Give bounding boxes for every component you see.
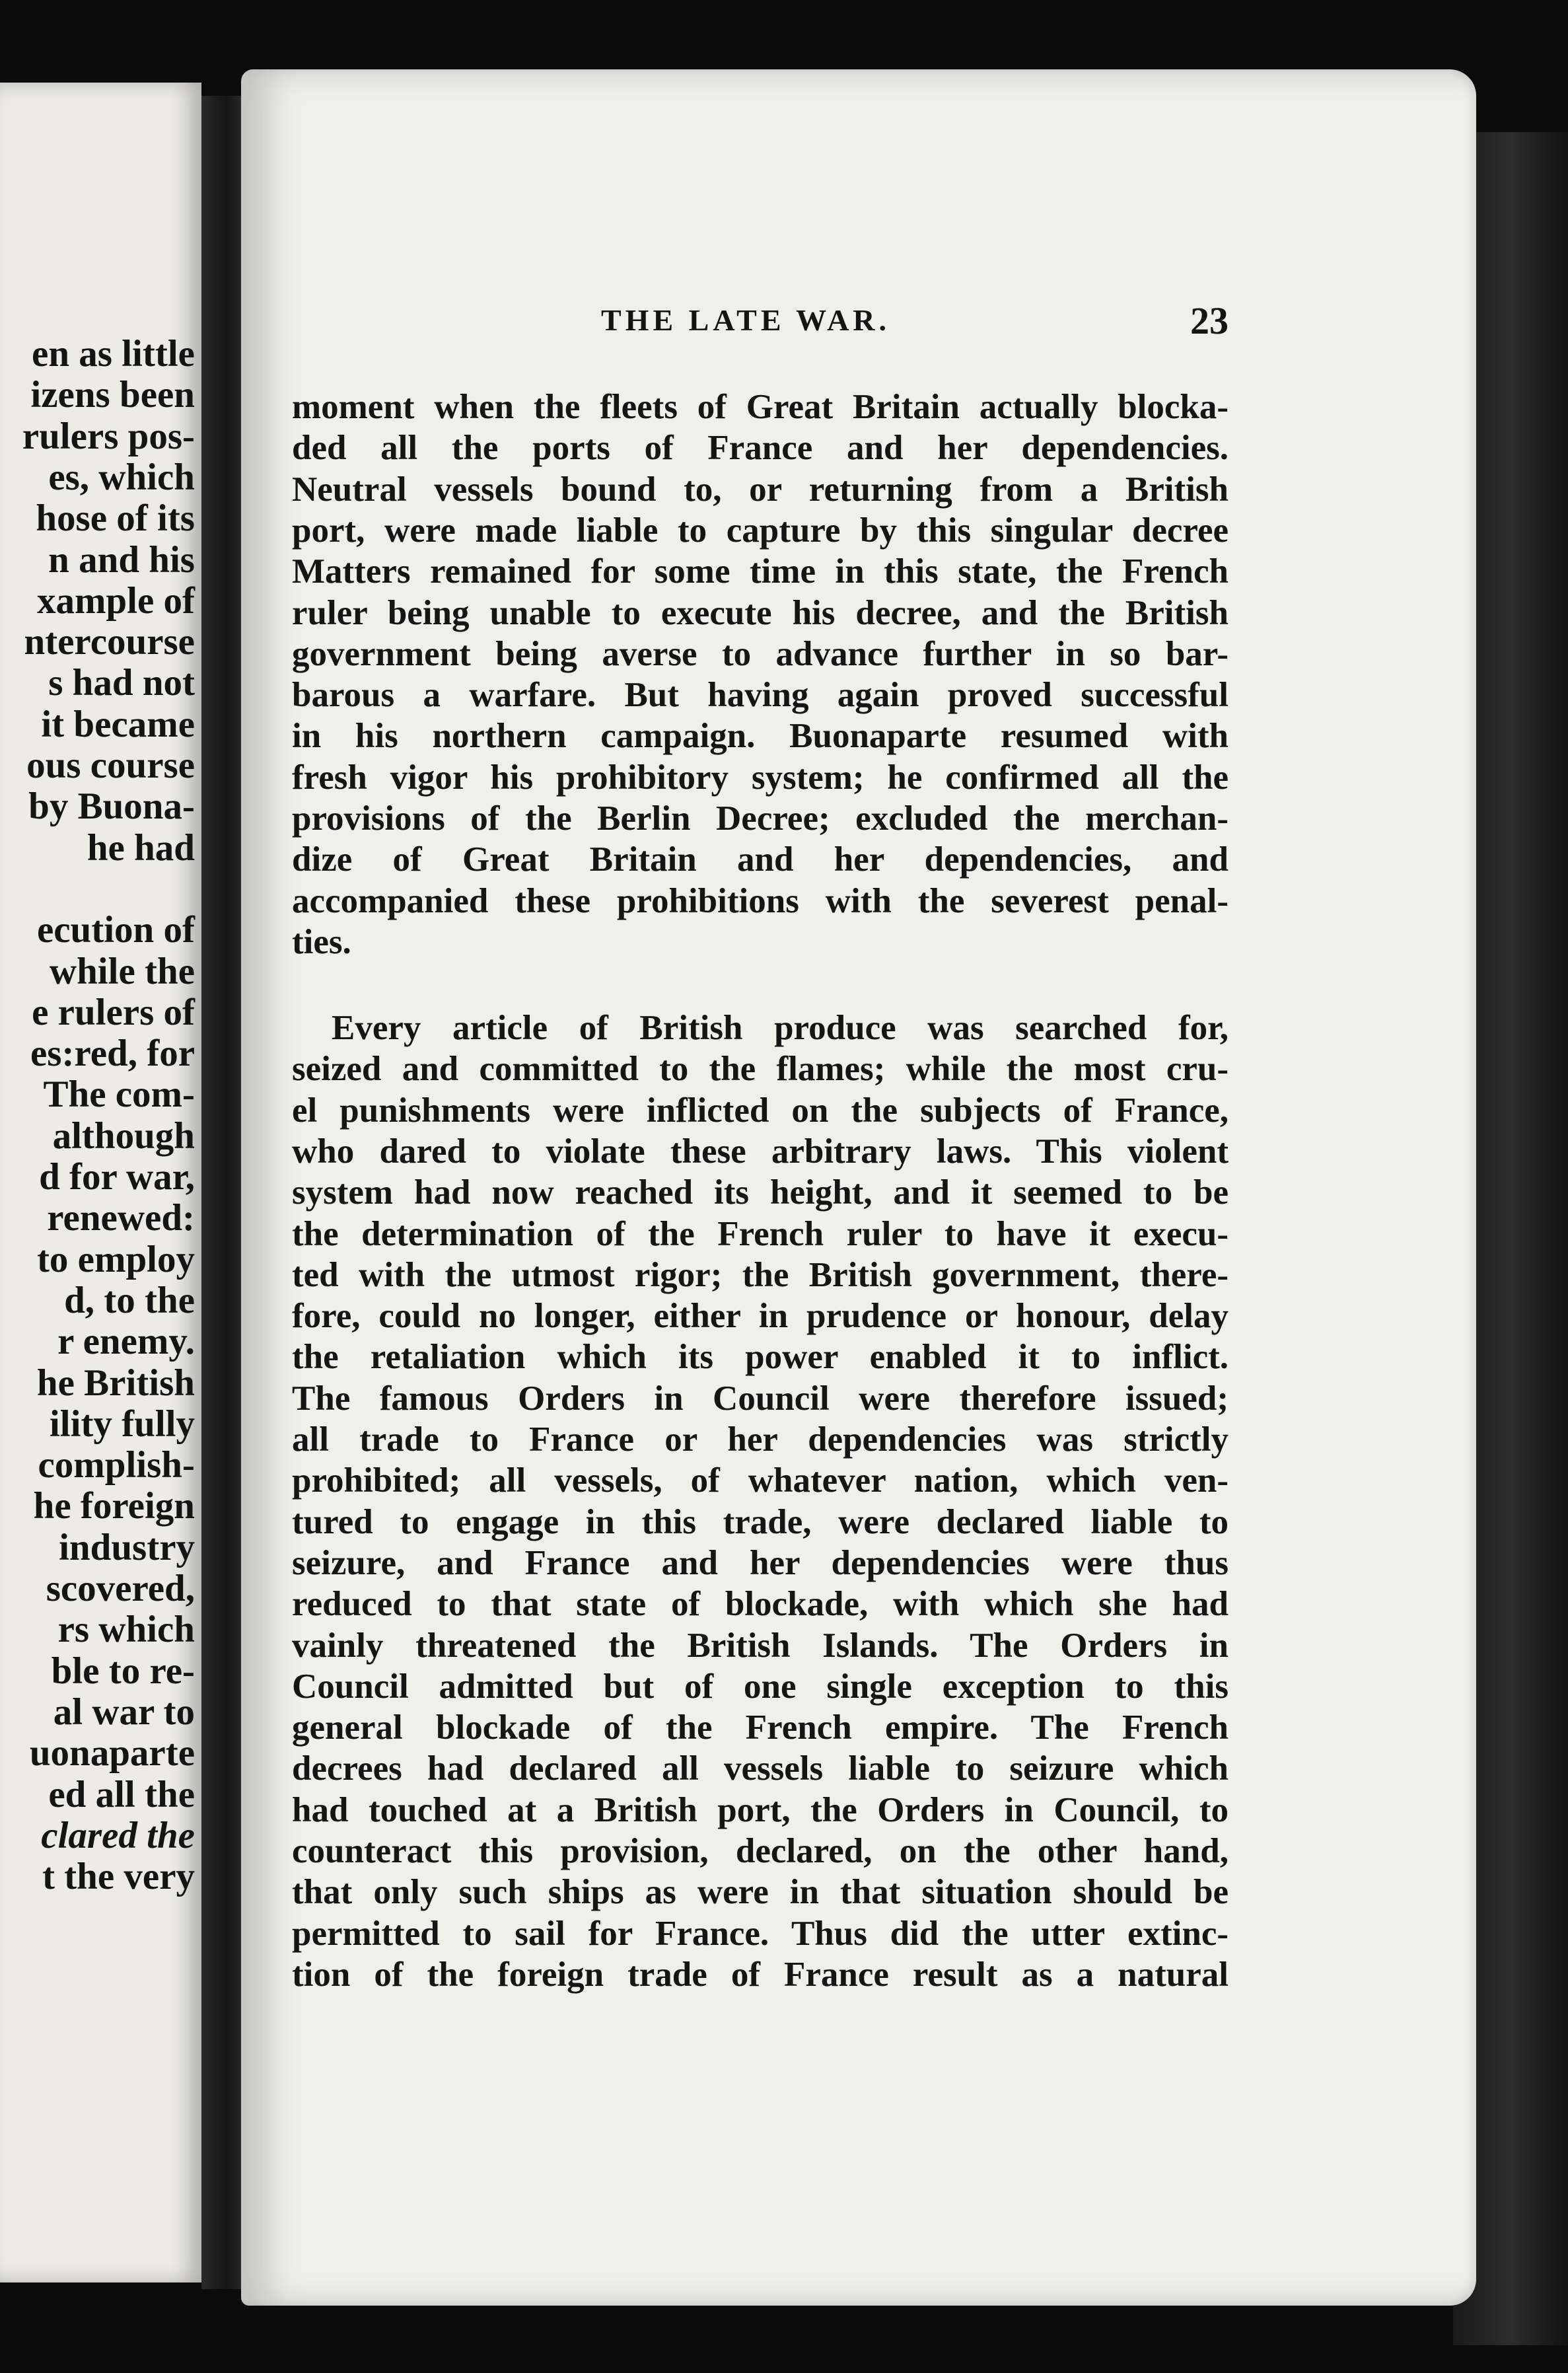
text-line: moment when the fleets of Great Britain actually blocka- xyxy=(292,388,1229,426)
text-line: general blockade of the French empire. The French xyxy=(292,1708,1229,1747)
text-line: system had now reached its height, and it seemed to be xyxy=(292,1173,1229,1212)
left-text-line: scovered, xyxy=(46,1568,195,1609)
text-line: had touched at a British port, the Orders in Council, to xyxy=(292,1790,1229,1829)
left-text-line: en as little xyxy=(32,333,195,375)
text-line: the determination of the French ruler to have it execu- xyxy=(292,1214,1229,1253)
text-line: The famous Orders in Council were therefore issued; xyxy=(292,1379,1229,1418)
running-title: THE LATE WAR. xyxy=(601,303,891,337)
left-text-line: hose of its xyxy=(36,497,195,540)
left-text-line: uonaparte xyxy=(29,1732,195,1774)
left-text-line: ntercourse xyxy=(24,621,195,663)
text-line: accompanied these prohibitions with the severest penal- xyxy=(292,881,1229,920)
left-text-line: ble to re- xyxy=(51,1650,195,1692)
page-number: 23 xyxy=(1190,299,1229,342)
left-text-line: he had xyxy=(87,826,195,869)
text-line: all trade to France or her dependencies was strictly xyxy=(292,1420,1229,1459)
text-line: tion of the foreign trade of France result as a natural xyxy=(292,1955,1229,1994)
left-text-line: rs which xyxy=(57,1609,195,1651)
text-line: Neutral vessels bound to, or returning from a British xyxy=(292,470,1229,509)
text-line: dize of Great Britain and her dependencies, and xyxy=(292,840,1229,879)
text-line: reduced to that state of blockade, with which she had xyxy=(292,1585,1229,1624)
text-line: Every article of British produce was searched for, xyxy=(332,1009,1229,1047)
text-line: prohibited; all vessels, of whatever nation, which ven- xyxy=(292,1461,1229,1500)
left-text-line: The com- xyxy=(43,1074,195,1116)
left-text-line: es, which xyxy=(48,456,195,498)
left-text-line: d, to the xyxy=(64,1279,195,1321)
text-line: decrees had declared all vessels liable to seizure which xyxy=(292,1749,1229,1788)
left-text-line: he British xyxy=(36,1362,195,1404)
left-text-line: it became xyxy=(41,703,195,745)
left-text-line: es:red, for xyxy=(30,1033,195,1075)
left-text-line: t the very xyxy=(42,1856,195,1898)
left-text-line: complish- xyxy=(38,1444,195,1486)
left-text-line: n and his xyxy=(48,538,195,581)
left-text-line: ed all the xyxy=(48,1773,195,1815)
left-text-line: he foreign xyxy=(33,1485,195,1527)
left-text-line: ous course xyxy=(26,745,195,786)
left-text-line: ility fully xyxy=(49,1403,195,1445)
running-head xyxy=(601,299,1229,349)
left-text-line: xample of xyxy=(36,579,195,622)
left-text-line: although xyxy=(52,1114,195,1157)
left-text-line: clared the xyxy=(41,1814,195,1856)
text-line: in his northern campaign. Buonaparte resumed with xyxy=(292,717,1229,756)
left-text-line: by Buona- xyxy=(28,785,195,828)
text-line: ties. xyxy=(292,922,351,961)
left-text-line: renewed: xyxy=(47,1197,195,1239)
text-line: ded all the ports of France and her dependencies. xyxy=(292,429,1229,468)
text-line: permitted to sail for France. Thus did the utter extinc- xyxy=(292,1914,1229,1953)
left-text-line: rulers pos- xyxy=(22,415,195,457)
left-text-line: ecution of xyxy=(36,909,195,951)
text-line: fore, could no longer, either in prudence or honour, delay xyxy=(292,1297,1229,1336)
text-line: vainly threatened the British Islands. The Orders in xyxy=(292,1626,1229,1665)
left-text-line: e rulers of xyxy=(32,991,195,1033)
text-line: Council admitted but of one single exception to this xyxy=(292,1667,1229,1706)
left-text-line: r enemy. xyxy=(57,1321,195,1363)
left-text-line: to employ xyxy=(36,1238,195,1280)
text-line: ruler being unable to execute his decree, and the British xyxy=(292,593,1229,632)
text-line: seizure, and France and her dependencies were thus xyxy=(292,1543,1229,1582)
text-line: the retaliation which its power enabled it to inflict. xyxy=(292,1338,1229,1377)
left-text-line: izens been xyxy=(30,374,195,416)
text-line: ted with the utmost rigor; the British government, there- xyxy=(292,1255,1229,1294)
text-line: who dared to violate these arbitrary laws. This violent xyxy=(292,1132,1229,1171)
text-line: seized and committed to the flames; while the most cru- xyxy=(292,1050,1229,1089)
left-text-line: while the xyxy=(49,950,195,992)
text-line: provisions of the Berlin Decree; excluded the merchan- xyxy=(292,799,1229,838)
text-line: counteract this provision, declared, on the other hand, xyxy=(292,1832,1229,1870)
left-facing-page xyxy=(0,83,201,2282)
text-line: fresh vigor his prohibitory system; he confirmed all the xyxy=(292,758,1229,797)
text-line: government being averse to advance further in so bar- xyxy=(292,634,1229,673)
text-line: Matters remained for some time in this state, the French xyxy=(292,552,1229,591)
text-line: port, were made liable to capture by this singular decree xyxy=(292,511,1229,550)
text-line: tured to engage in this trade, were declared liable to xyxy=(292,1502,1229,1541)
left-text-line: al war to xyxy=(53,1691,195,1733)
text-line: barous a warfare. But having again proved successful xyxy=(292,676,1229,715)
text-line: that only such ships as were in that situation should be xyxy=(292,1873,1229,1912)
left-text-line: s had not xyxy=(48,662,195,704)
left-text-line: industry xyxy=(59,1526,195,1568)
left-text-line: d for war, xyxy=(39,1156,195,1198)
text-line: el punishments were inflicted on the subjects of France, xyxy=(292,1091,1229,1130)
